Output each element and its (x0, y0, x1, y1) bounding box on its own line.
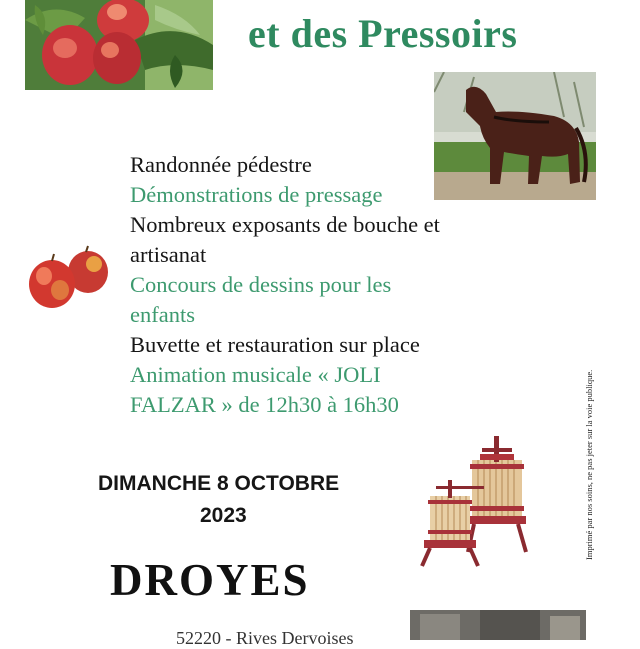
program-item-drawing-contest: Concours de dessins pour les (130, 272, 392, 297)
program-item-pressing-demo: Démonstrations de pressage (130, 182, 383, 207)
program-item-music-cont: FALZAR » de 12h30 à 16h30 (130, 392, 399, 417)
apple-tree-photo (25, 0, 213, 90)
program-item-hike: Randonnée pédestre (130, 152, 312, 177)
event-date: DIMANCHE 8 OCTOBRE (98, 472, 340, 495)
two-apples-image (26, 244, 112, 310)
page-title: et des Pressoirs (248, 11, 518, 56)
event-town: DROYES (110, 555, 310, 605)
draft-horse-photo (434, 72, 596, 200)
program-item-refreshments: Buvette et restauration sur place (130, 332, 420, 357)
event-year: 2023 (200, 504, 247, 527)
print-notice: Imprimé par nos soins, ne pas jeter sur la voie publique. (584, 369, 594, 560)
program-item-exhibitors-cont: artisanat (130, 242, 207, 267)
program-item-exhibitors: Nombreux exposants de bouche et (130, 212, 440, 237)
event-address: 52220 - Rives Dervoises (176, 628, 354, 648)
program-item-drawing-contest-cont: enfants (130, 302, 195, 327)
fruit-press-image (418, 434, 538, 570)
bottom-photo (410, 610, 586, 640)
program-item-music: Animation musicale « JOLI (130, 362, 381, 387)
